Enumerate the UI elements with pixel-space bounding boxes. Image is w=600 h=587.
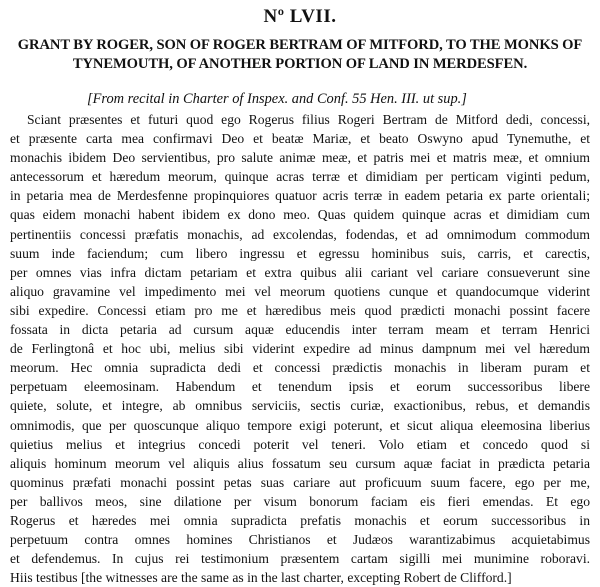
- body-line: in petaria mea de Merdesfenne propinquiores quatuor acris terræ in eadem petaria ex parte orientali;: [10, 188, 590, 204]
- body-line: per omnes vias infra dictam petariam et extra quibus alii cariant vel cariare consueverunt sine: [10, 264, 590, 280]
- body-line: aliquo gravamine vel impedimento mei vel meorum quotiens cunque et quandocumque viderint: [10, 283, 590, 299]
- body-line: omnimodis, que per quoscunque aliquo tempore exigi poterunt, et sicut aliqua eleemosina liberius: [10, 417, 590, 433]
- body-line: et præsente carta mea confirmavi Deo et beatæ Mariæ, et beato Oswyno apud Tynemuthe, et: [10, 131, 590, 147]
- body-line: per ballivos meos, sine dilatione per visum bonorum faciam eis fieri emendas. Et ego: [10, 493, 590, 509]
- body-line: quietius melius et integrius concedi poterit vel teneri. Volo etiam et concedo quod si: [10, 436, 590, 452]
- document-source-note: [From recital in Charter of Inspex. and Conf. 55 Hen. III. ut sup.]: [87, 91, 467, 107]
- body-line: monachis ibidem Deo servientibus, pro salute animæ meæ, et patris mei et matris meæ, et omnium: [10, 150, 590, 166]
- document-number: Nº LVII.: [263, 6, 337, 27]
- body-line: quominus præfati monachi possint petas suas cariare aut proficuum suum facere, ego per me,: [10, 474, 590, 490]
- body-line: et defendemus. In cujus rei testimonium præsentem cartam sigilli mei munimine roboravi.: [10, 551, 590, 567]
- body-line: sibi expedire. Concessi etiam pro me et hæredibus meis quod prædicti monachi possint facere: [10, 302, 590, 318]
- body-line: meorum. Hec omnia supradicta dedi et concessi prædictis monachis in liberam puram et: [10, 360, 590, 376]
- body-line: suum inde faciendum; cum libero ingressu et egressu hominibus suis, carris, et carectis,: [10, 245, 590, 261]
- document-body: [10, 110, 590, 587]
- body-line: quiete, solute, et integre, ab omnibus serviciis, sectis curiæ, exactionibus, rebus, et demandis: [10, 398, 590, 414]
- body-line: de Ferlingtonâ et hoc ubi, melius sibi viderint expedire ad minus dampnum mei vel hæredum: [10, 341, 590, 357]
- body-line: Hiis testibus [the witnesses are the same as in the last charter, excepting Robert de Clifford.]: [10, 570, 512, 586]
- body-line: pertinentiis concessi præfatis monachis, ad excolendas, fodendas, et ad omnimodum commodum: [10, 226, 590, 242]
- body-line: aliquis hominum meorum vel aliquis alius fossatum seu cursum aquæ faciat in prædicta petaria: [10, 455, 590, 471]
- body-line: Rogerus et hæredes mei omnia supradicta prefatis monachis et eorum successoribus in: [10, 512, 590, 528]
- body-line: perpetuam eleemosinam. Habendum et tenendum ipsis et eorum successoribus libere: [10, 379, 590, 395]
- body-line: quas eidem monachi habent ibidem ex dono meo. Quas quidem quinque acras et dimidiam cum: [10, 207, 590, 223]
- body-line: perpetuum contra omnes homines Christianos et Judæos warantizabimus acquietabimus: [10, 532, 590, 548]
- body-line: fossata in dicta petaria ad cursum aquæ educendis inter terram meam et terram Henrici: [10, 322, 590, 338]
- document-title: GRANT BY ROGER, SON OF ROGER BERTRAM OF MITFORD, TO THE MONKS OF TYNEMOUTH, OF ANOTHER PORTION OF LAND IN MERDESFEN.: [17, 37, 583, 72]
- body-line: antecessorum et hæredum meorum, quinque acras terræ et dimidiam per perticam viginti pedum,: [10, 169, 590, 185]
- body-line: Sciant præsentes et futuri quod ego Rogerus filius Rogeri Bertram de Mitford dedi, concessi,: [27, 112, 590, 127]
